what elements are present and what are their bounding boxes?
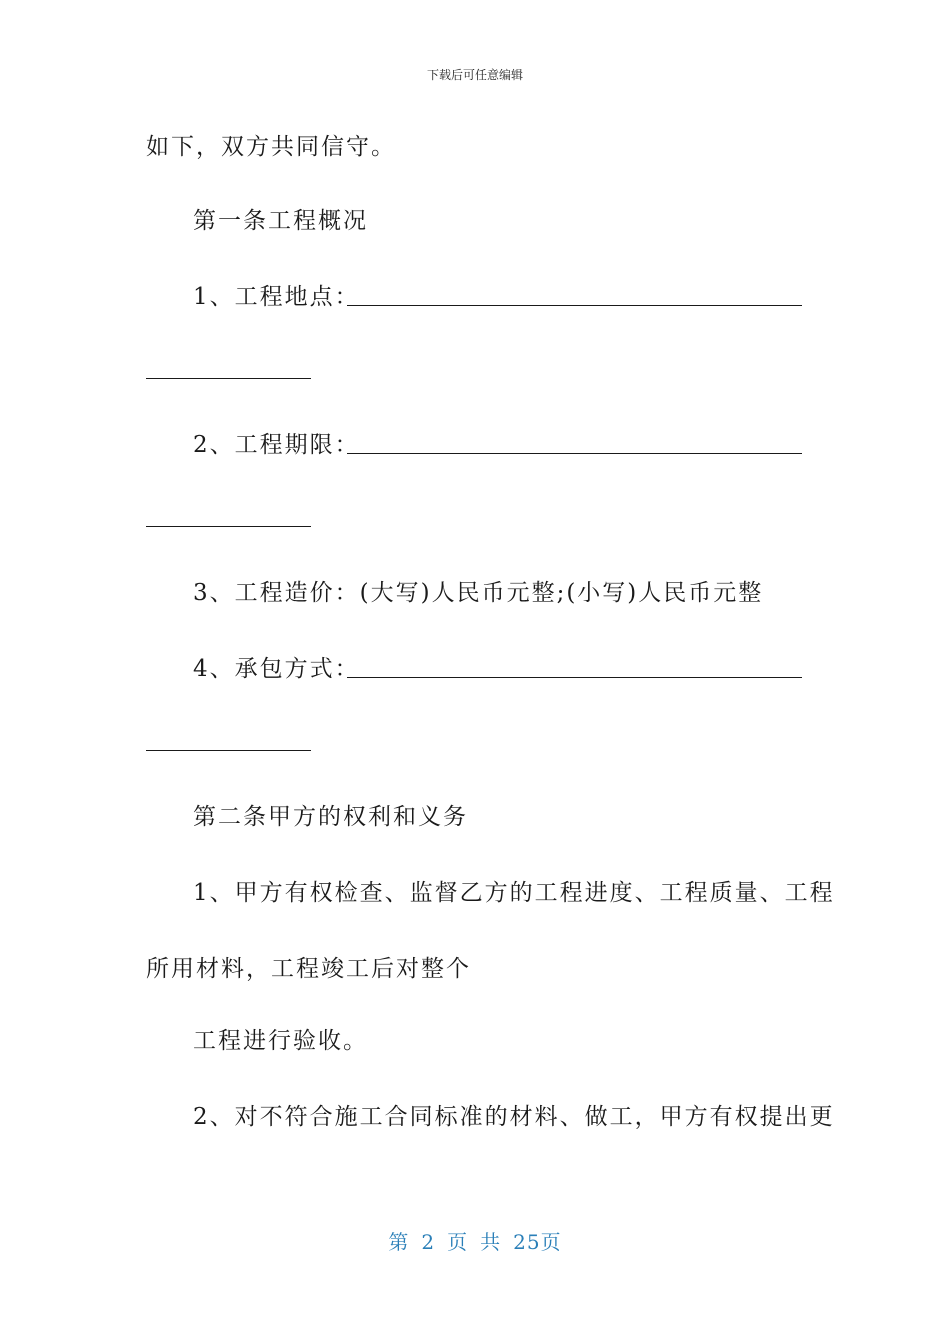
article-2-item-1-line-3: 工程进行验收。: [193, 1028, 368, 1054]
item-4-blank-line-continued: [146, 750, 311, 751]
footer-suffix: 页: [540, 1230, 562, 1254]
footer-total-prefix: 共: [480, 1230, 502, 1254]
footer-total-pages: 25: [513, 1230, 541, 1254]
footer-prefix: 第: [388, 1230, 410, 1254]
footer-page-word: 页: [447, 1230, 469, 1254]
item-1-label: 1、工程地点：: [193, 284, 360, 310]
item-2-label: 2、工程期限：: [193, 432, 360, 458]
item-2-blank-line-continued: [146, 526, 311, 527]
article-2-title: 第二条甲方的权利和义务: [193, 804, 468, 830]
page-header: 下载后可任意编辑: [426, 68, 523, 82]
article-2-item-1-line-1: 1、甲方有权检查、监督乙方的工程进度、工程质量、工程: [193, 880, 835, 906]
item-4-label: 4、承包方式：: [193, 656, 360, 682]
item-1-blank-line: [347, 305, 802, 306]
paragraph-intro: 如下，双方共同信守。: [146, 134, 396, 160]
article-2-item-1-line-2: 所用材料，工程竣工后对整个: [146, 956, 471, 982]
footer-page-number: 2: [421, 1230, 436, 1254]
item-1-blank-line-continued: [146, 378, 311, 379]
page-footer: [0, 1226, 950, 1255]
article-2-item-2-line-1: 2、对不符合施工合同标准的材料、做工，甲方有权提出更: [193, 1104, 835, 1130]
item-2-blank-line: [347, 453, 802, 454]
item-4-blank-line: [347, 677, 802, 678]
article-1-title: 第一条工程概况: [193, 208, 368, 234]
item-3-text: 3、工程造价：(大写)人民币元整;(小写)人民币元整: [193, 580, 764, 606]
